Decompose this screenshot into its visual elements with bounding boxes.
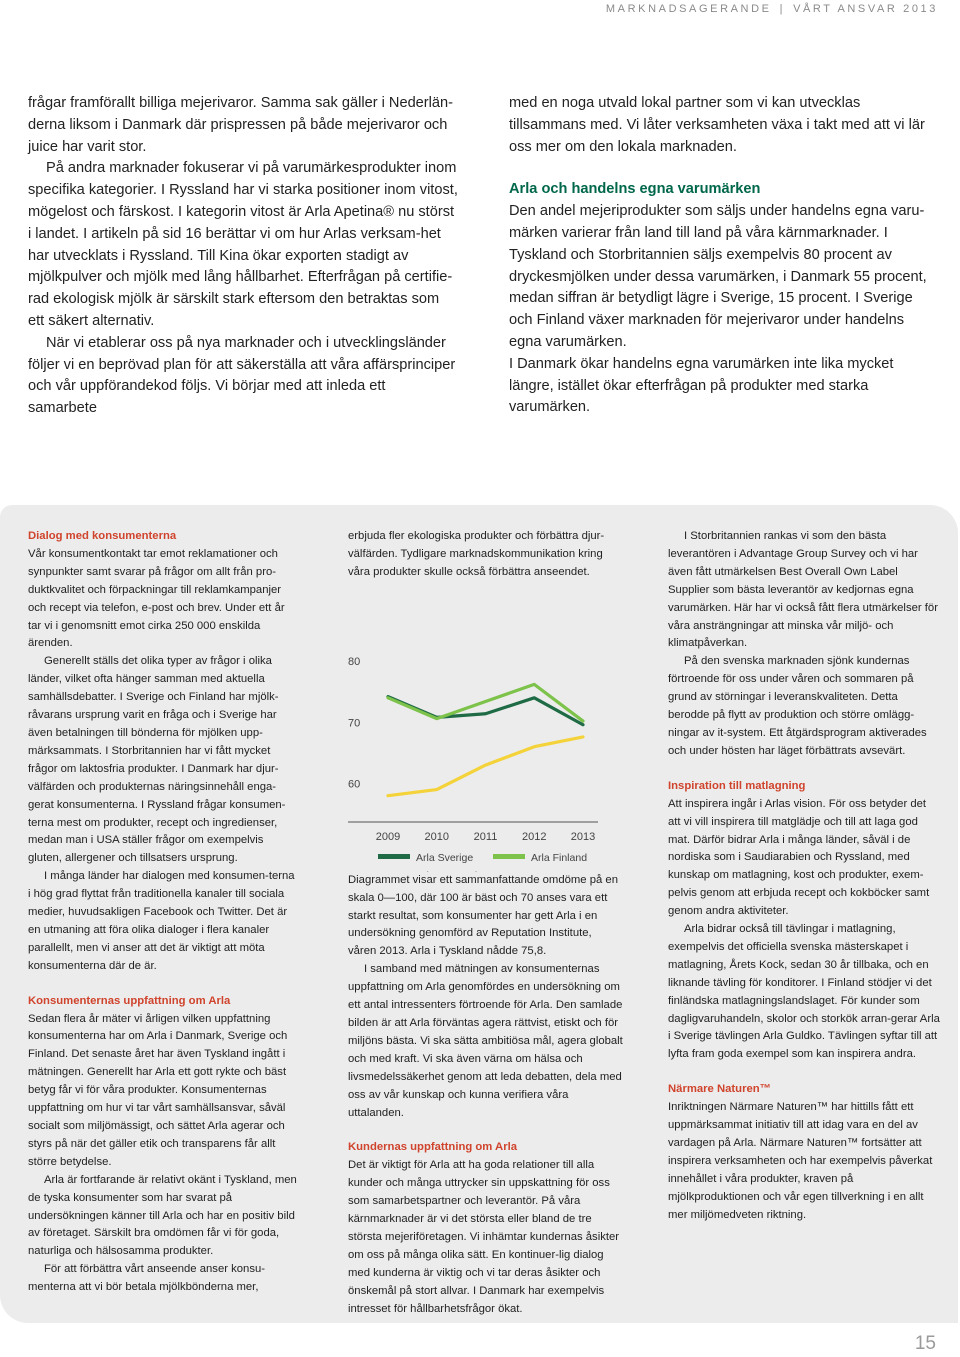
- legend-label: Arla Finland: [531, 851, 588, 864]
- line-chart-svg: [348, 582, 623, 872]
- header-title: VÅRT ANSVAR 2013: [793, 3, 938, 15]
- box-left-column: [28, 528, 298, 1297]
- paragraph: I samband med mätningen av konsumenternas uppfattning om Arla genomfördes en undersökning om ett antal intressenters förtroende för Arla. Den samlade bilden är att Arla förväntas agera rättvist, etiskt och för miljöns bästa. Vi ska sätta ambitiösa mål, agera globalt och med kraft. Vi ska även värna om hälsa och livsmedelssäkerhet genom att leda debatten, dela med oss av vår kunskap och kunna verifiera våra uttalanden.: [348, 963, 623, 1119]
- header-section: MARKNADSAGERANDE: [605, 3, 772, 15]
- paragraph: Den andel mejeriprodukter som säljs under handelns egna varu-märken varierar från land till land på våra kärnmarknader. I Tyskland och Storbritannien säljs exempelvis 80 procent av dryckesmjölken under dessa varumärken, i Danmark 55 procent, medan siffran är betydligt lägre i Sverige, 15 procent. I Sverige och Finland växer marknaden för mejerivaror under handelns egna varumärken.: [509, 203, 927, 350]
- chart-caption: Diagrammet visar ett sammanfattande omdöme på en skala 0—100, där 100 är bäst och 70 anses vara ett starkt resultat, som konsumenter har gett Arla i en undersökning genomförd av Reputation Institute, våren 2013. Arla i Tyskland nådde 75,8.: [348, 873, 618, 958]
- paragraph: Arla är fortfarande är relativt okänt i Tyskland, men de tyska konsumenter som har svarat på undersökningen känner till Arla och har en positiv bild av företaget. Särskilt bra omdömen får vi för goda, naturliga och hälsosamma produkter.: [28, 1173, 297, 1258]
- paragraph: Att inspirera ingår i Arlas vision. För oss betyder det att vi vill inspirera till matglädje och till att laga god mat. Därför bidrar Arla i många länder, såväl i de nordiska som i Saudiarabien och Ryssland, med kunskap om matlagning, kost och produkter, exem-pelvis genom att erbjuda recept och kokböcker samt genom andra aktiviteter.: [668, 797, 930, 918]
- paragraph: I många länder har dialogen med konsumen-terna i hög grad flyttat från traditionella kanaler till sociala medier, huvudsakligen Facebook och Twitter. Det är en utmaning att föra olika dialoger i flera kanaler parallellt, men vi anser att det är viktigt att möta konsumenterna där de är.: [28, 870, 295, 972]
- paragraph: För att förbättra vårt anseende anser konsu-menterna att vi bör betala mjölkbönderna mer,: [28, 1263, 266, 1294]
- legend-label: [416, 870, 481, 872]
- x-tick-label: 2011: [473, 830, 498, 843]
- box-right-column: [668, 528, 940, 1225]
- legend-swatch: [378, 854, 410, 859]
- paragraph: På den svenska marknaden sjönk kundernas förtroende för oss under våren och sommaren på grund av störningar i leveranskvaliteten. Detta berodde på flytt av produktion och större omlägg-ningar av it-system. Ett åtgärdsprogram aktiverades och under hösten har läget förbättrats avsevärt.: [668, 655, 927, 757]
- section-heading: Arla och handelns egna varumärken: [509, 181, 761, 198]
- series-line-arla-danmark: [388, 737, 583, 796]
- legend-label: Arla Sverige: [416, 851, 474, 864]
- y-tick-label: 60: [348, 778, 361, 791]
- top-left-column: [28, 93, 458, 420]
- paragraph: Sedan flera år mäter vi årligen vilken uppfattning konsumenterna har om Arla i Danmark, Sverige och Finland. Det senaste året har även Tyskland ingått i mätningen. Generellt har Arla ett gott rykte och bäst betyg får vi för våra produkter. Konsumenternas uppfattning om hur vi tar vårt samhällsansvar, såväl socialt som miljömässigt, och sättet Arla agerar och styrs på när det gäller etik och transparens får allt större betydelse.: [28, 1012, 288, 1168]
- running-header: [0, 0, 960, 22]
- paragraph: Generellt ställs det olika typer av frågor i olika länder, vilket ofta hänger samman med aktuella samhällsdebatter. I Sverige och Finland har mjölk-råvarans ursprung varit en fråga och i Sverige har även betalningen till bönderna för mjölken upp-märksammats. I Storbritannien har vi fått mycket frågor om laktosfria produkter. I Danmark har djur-välfärden och produkternas näringsinnehåll enga-gerat konsumenterna. I Ryssland frågar konsumen-terna mest om produkter, recept och ingredienser, medan man i USA ställer frågor om exempelvis gluten, allergener och tillsatsers ursprung.: [28, 655, 286, 865]
- x-tick-label: 2009: [375, 830, 401, 843]
- box-middle-column: [348, 528, 623, 1318]
- subheading: Kundernas uppfattning om Arla: [348, 1141, 518, 1154]
- reputation-chart: [348, 582, 623, 872]
- paragraph: frågar framförallt billiga mejerivaror. Samma sak gäller i Nederlän-derna liksom i Danmark där prispressen på både mejerivaror och juice har varit stor.: [28, 95, 453, 155]
- series-line-arla-finland: [388, 684, 583, 721]
- page-number: 15: [914, 1333, 936, 1354]
- paragraph: Inriktningen Närmare Naturen™ har hittills fått ett uppmärksammat initiativ till att idag vara en del av vardagen på Arla. Närmare Naturen™ fortsätter att inspirera verksamheten och har exempelvis påverkat innehållet i våra produkter, kraven på mjölkproduktionen och vår egen tillverkning i en allt mer miljömedveten riktning.: [668, 1101, 933, 1221]
- paragraph: I Storbritannien rankas vi som den bästa leverantören i Advantage Group Survey och vi har även fått utmärkelsen Best Overall Own Label Supplier som bästa leverantör av kedjornas egna varumärken. Här har vi också fått flera utmärkelser för våra ansträngningar att minska vår miljö- och klimatpåverkan.: [668, 530, 938, 650]
- y-tick-label: 80: [348, 655, 361, 668]
- paragraph: med en noga utvald lokal partner som vi kan utvecklas tillsammans med. Vi låter verksamheten växa i takt med att vi lär oss mer om den lokala marknaden.: [509, 95, 925, 155]
- subheading: Närmare Naturen™: [668, 1083, 771, 1096]
- top-right-column: [509, 93, 939, 419]
- legend-swatch: [493, 854, 525, 859]
- subheading: Konsumenternas uppfattning om Arla: [28, 994, 231, 1007]
- paragraph: När vi etablerar oss på nya marknader och i utvecklingsländer följer vi en beprövad plan för att säkerställa att våra affärsprinciper och vår uppförandekod följs. Vi börjar med att inleda ett samarbete: [28, 334, 456, 417]
- x-tick-label: 2012: [522, 830, 547, 843]
- x-tick-label: 2010: [424, 830, 449, 843]
- paragraph: Det är viktigt för Arla att ha goda relationer till alla kunder och många uttrycker sin uppskattning för oss som samarbetspartner och leverantör. På våra kärnmarknader är vi det största eller bland de tre största mejeriföretagen. Vi inhämtar kundernas åsikter om oss på många olika sätt. En kontinuer-lig dialog med kunderna är viktig och vi tar deras åsikter och önskemål på stort allvar. I Danmark har exempelvis intresset för hållbarhetsfrågor ökat.: [348, 1159, 620, 1315]
- paragraph: På andra marknader fokuserar vi på varumärkesprodukter inom specifika kategorier. I Ryssland har vi starka positioner inom vitost, mögelost och färskost. I kategorin vitost är Arla Apetina® nu störst i landet. I artikeln på sid 16 berättar vi om hur Arlas verksam-het har utvecklats i Ryssland. Till Kina ökar exporten stadigt av mjölkpulver och mjölk med lång hållbarhet. Efterfrågan på certifie-rad ekologisk mjölk är särskilt stark eftersom den betraktas som ett säkert alternativ.: [28, 160, 458, 329]
- paragraph: erbjuda fler ekologiska produkter och förbättra djur-välfärden. Tydligare marknadskommunikation kring våra produkter skulle också förbättra anseendet.: [348, 530, 605, 578]
- subheading: Dialog med konsumenterna: [28, 530, 177, 542]
- paragraph: Arla bidrar också till tävlingar i matlagning, exempelvis det officiella svenska mästerskapet i matlagning, Årets Kock, sedan 30 år tillbaka, och en liknande tävling för konditorer. I Finland stödjer vi det finländska matlagningslandslaget. För kunder som dagligvaruhandeln, skolor och storkök arran-gerar Arla i Sverige tävlingen Arla Guldko. Tävlingen syftar till att lyfta fram goda exempel som kan inspirera andra.: [668, 923, 940, 1061]
- paragraph: I Danmark ökar handelns egna varumärken inte lika mycket längre, istället ökar efterfrågan på produkter med starka varumärken.: [509, 355, 894, 416]
- x-tick-label: 2013: [570, 830, 596, 843]
- paragraph: Vår konsumentkontakt tar emot reklamationer och synpunkter samt svarar på frågor om allt från pro-duktkvalitet och förpackningar till reklamkampanjer och recept via telefon, e-post och brev. Under ett år tar vi i genomsnitt emot cirka 250 000 enskilda ärenden.: [28, 547, 285, 650]
- subheading: Inspiration till matlagning: [668, 779, 806, 792]
- y-tick-label: 70: [348, 717, 361, 730]
- header-separator: |: [779, 3, 786, 15]
